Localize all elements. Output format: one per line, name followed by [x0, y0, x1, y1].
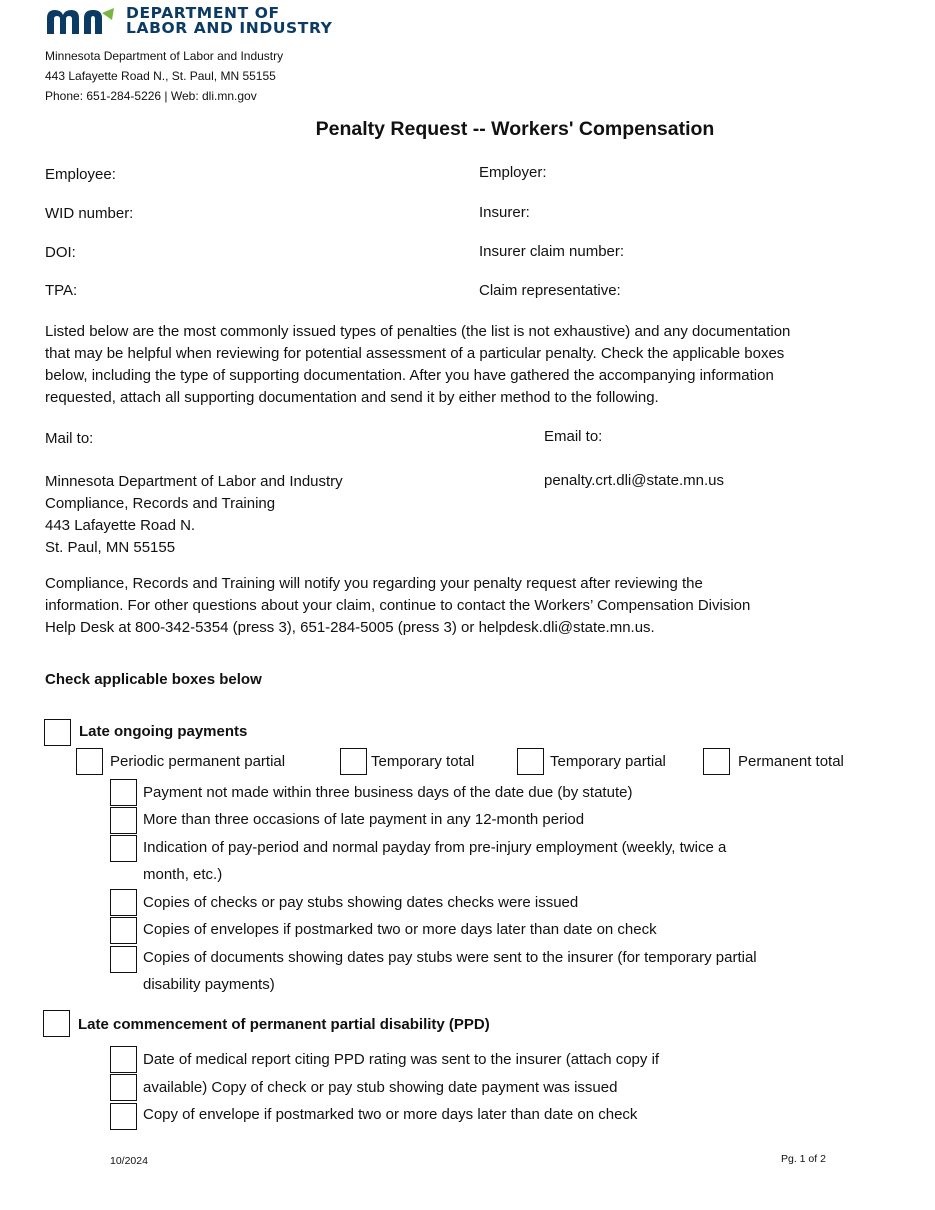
email-address-link[interactable]: penalty.crt.dli@state.mn.us [544, 472, 725, 489]
insurer-claim-label: Insurer claim number: [479, 243, 625, 260]
temporary-partial-checkbox[interactable] [517, 748, 544, 775]
doc-checkbox-three-occasions[interactable] [110, 807, 137, 834]
ppd-doc-checkbox-envelope[interactable] [110, 1103, 137, 1130]
text-line: information. For other questions about your claim, continue to contact the Workers’ Compensation Division [45, 597, 751, 614]
intro-paragraph [45, 321, 790, 409]
mail-address [45, 471, 343, 559]
doc-label: More than three occasions of late payment in any 12-month period [143, 811, 585, 828]
temporary-partial-label: Temporary partial [550, 753, 666, 770]
doc-label: available) Copy of check or pay stub showing date payment was issued [143, 1079, 618, 1096]
mail-line: St. Paul, MN 55155 [45, 539, 176, 556]
text-line: Compliance, Records and Training will notify you regarding your penalty request after reviewing the [45, 575, 703, 592]
mail-line: Minnesota Department of Labor and Industry [45, 473, 343, 490]
insurer-label: Insurer: [479, 204, 530, 221]
footer-page-number: Pg. 1 of 2 [781, 1153, 826, 1165]
mail-line: Compliance, Records and Training [45, 495, 276, 512]
doc-checkbox-envelopes[interactable] [110, 917, 137, 944]
doc-checkbox-pay-stubs-sent[interactable] [110, 946, 137, 973]
late-ongoing-label: Late ongoing payments [79, 723, 248, 740]
tpa-label: TPA: [45, 282, 78, 299]
doi-label: DOI: [45, 244, 76, 261]
check-heading: Check applicable boxes below [45, 671, 262, 688]
wid-label: WID number: [45, 205, 134, 222]
employer-label: Employer: [479, 164, 547, 181]
late-ongoing-checkbox[interactable] [44, 719, 71, 746]
mail-label: Mail to: [45, 430, 94, 447]
notify-paragraph [45, 573, 750, 639]
periodic-pp-checkbox[interactable] [76, 748, 103, 775]
doc-label: Date of medical report citing PPD rating was sent to the insurer (attach copy if [143, 1051, 660, 1068]
logo-line-2: LABOR AND INDUSTRY [126, 19, 333, 37]
doc-label: Copies of checks or pay stubs showing dates checks were issued [143, 894, 579, 911]
doc-label: month, etc.) [143, 866, 223, 883]
doc-checkbox-pay-period[interactable] [110, 835, 137, 862]
doc-checkbox-checks-stubs[interactable] [110, 889, 137, 916]
address-line: Minnesota Department of Labor and Industry [45, 49, 284, 63]
doc-label: Payment not made within three business days of the date due (by statute) [143, 784, 633, 801]
claim-rep-label: Claim representative: [479, 282, 621, 299]
text-line: below, including the type of supporting documentation. After you have gathered the accompanying information [45, 367, 774, 384]
temporary-total-checkbox[interactable] [340, 748, 367, 775]
late-ppd-label: Late commencement of permanent partial disability (PPD) [78, 1016, 490, 1033]
employee-label: Employee: [45, 166, 116, 183]
ppd-doc-checkbox-check-stub[interactable] [110, 1074, 137, 1101]
mail-line: 443 Lafayette Road N. [45, 517, 196, 534]
doc-label: Copy of envelope if postmarked two or more days later than date on check [143, 1106, 638, 1123]
text-line: Help Desk at 800-342-5354 (press 3), 651-284-5005 (press 3) or helpdesk.dli@state.mn.us. [45, 619, 655, 636]
ppd-doc-checkbox-medical-report[interactable] [110, 1046, 137, 1073]
late-ppd-checkbox[interactable] [43, 1010, 70, 1037]
mn-logo-icon [44, 5, 116, 36]
doc-label: disability payments) [143, 976, 275, 993]
text-line: that may be helpful when reviewing for potential assessment of a particular penalty. Check the applicable boxes [45, 345, 785, 362]
address-block [45, 46, 283, 106]
doc-label: Copies of envelopes if postmarked two or more days later than date on check [143, 921, 657, 938]
doc-checkbox-payment-not-made[interactable] [110, 779, 137, 806]
periodic-pp-label: Periodic permanent partial [110, 753, 286, 770]
address-line: 443 Lafayette Road N., St. Paul, MN 55155 [45, 69, 276, 83]
text-line: Listed below are the most commonly issued types of penalties (the list is not exhaustive) and any documentation [45, 323, 791, 340]
logo-line-1: DEPARTMENT OF [126, 4, 280, 22]
text-line: requested, attach all supporting documentation and send it by either method to the following. [45, 389, 659, 406]
temporary-total-label: Temporary total [371, 753, 475, 770]
doc-label: Copies of documents showing dates pay stubs were sent to the insurer (for temporary partial [143, 949, 757, 966]
doc-label: Indication of pay-period and normal payday from pre-injury employment (weekly, twice a [143, 839, 727, 856]
address-line: Phone: 651-284-5226 | Web: dli.mn.gov [45, 89, 257, 103]
footer-date: 10/2024 [110, 1155, 148, 1167]
permanent-total-checkbox[interactable] [703, 748, 730, 775]
email-label: Email to: [544, 428, 603, 445]
permanent-total-label: Permanent total [738, 753, 844, 770]
page-title: Penalty Request -- Workers' Compensation [315, 118, 715, 140]
